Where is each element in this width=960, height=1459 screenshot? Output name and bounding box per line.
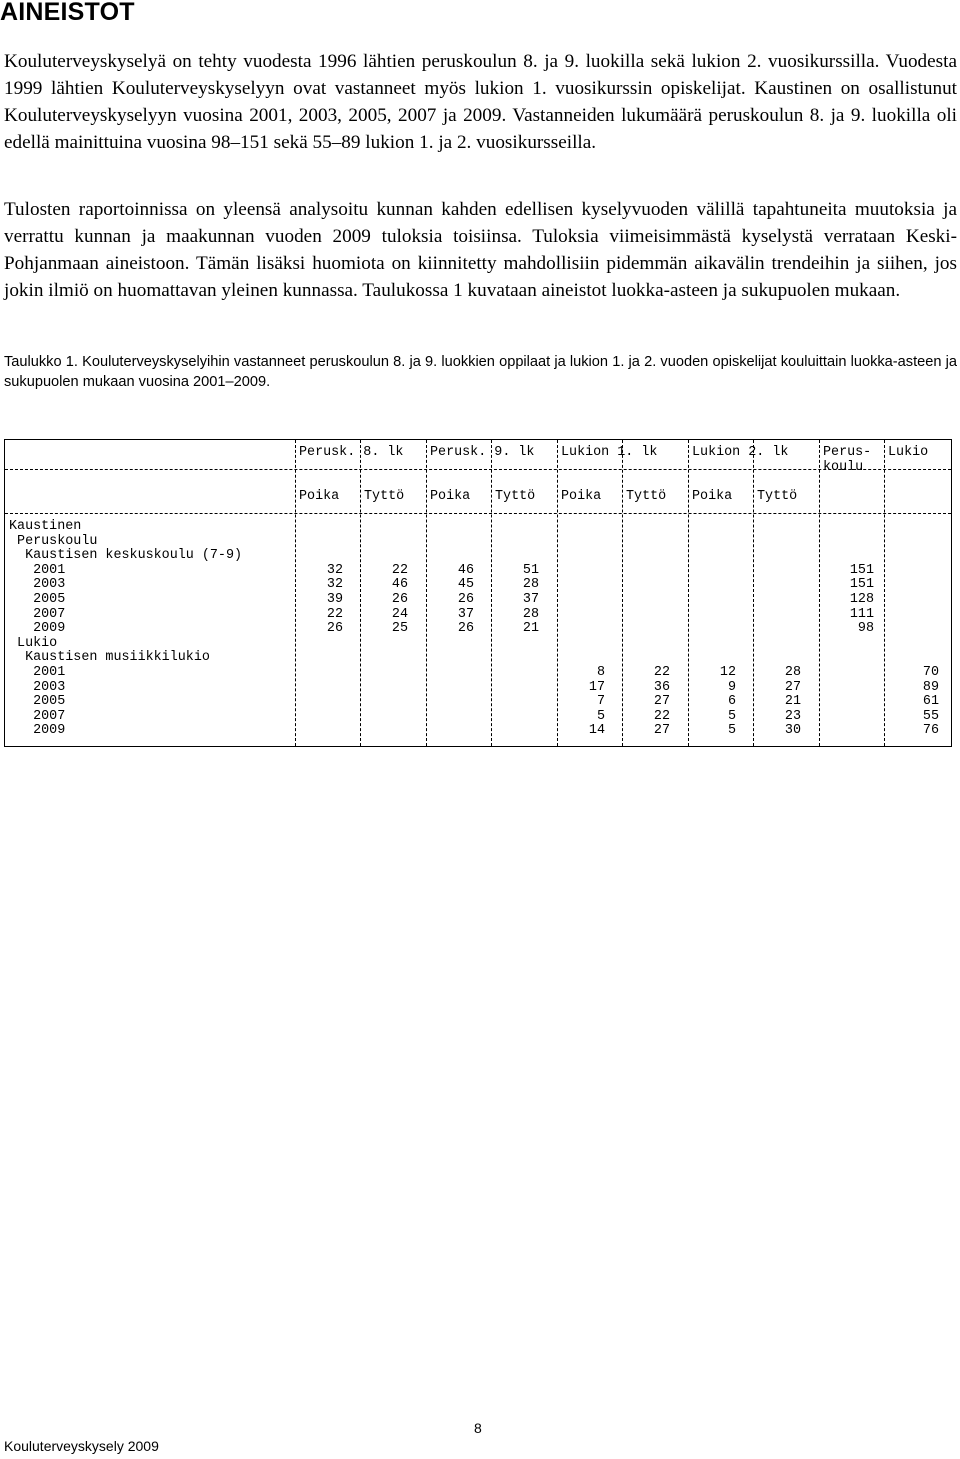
table-cell: 89 — [922, 679, 939, 695]
table-row-label: Kaustisen keskuskoulu (7-9) — [9, 548, 243, 564]
table-cell: 21 — [522, 621, 539, 637]
table-cell: 27 — [784, 679, 801, 695]
table-row-label: Peruskoulu — [9, 533, 98, 549]
table-cell: 26 — [457, 592, 474, 607]
table-cell: 5 — [596, 708, 605, 724]
table-cell: 5 — [727, 708, 736, 724]
table-cell: 8 — [596, 665, 605, 680]
table-cell: 46 — [391, 577, 408, 593]
table-cell: 9 — [727, 679, 736, 695]
table-row-label: Kaustisen musiikkilukio — [9, 650, 210, 666]
reporting-paragraph: Tulosten raportoinnissa on yleensä analysoitu kunnan kahden edellisen kyselyvuoden välillä tapahtuneita muutoksia ja verrattu kunnan ja maakunnan vuoden 2009 tuloksia toisiinsa. Tuloksia viimeisimmästä kyselystä verrataan Keski-Pohjanmaan aineistoon. Tämän lisäksi huomiota on kiinnitetty mahdollisiin pidemmän aikavälin trendeihin ja siihen, jos jokin ilmiö on huomattavan yleinen kunnassa. Taulukossa 1 kuvataan aineistot luokka-asteen ja sukupuolen mukaan. — [4, 199, 957, 301]
table-cell: 14 — [588, 723, 605, 739]
table-cell: 98 — [857, 621, 874, 637]
page-heading: AINEISTOT — [0, 0, 135, 26]
table-cell: 111 — [849, 606, 874, 622]
table-cell: 55 — [922, 708, 939, 724]
table-cell: 32 — [326, 577, 343, 593]
table-sub-header: Poika — [430, 489, 471, 504]
table-cell: 24 — [391, 606, 408, 622]
table-cell: 46 — [457, 562, 474, 578]
table-row-label: 2005 — [9, 592, 66, 607]
table-sub-header: Tyttö — [495, 489, 536, 504]
table-caption: Taulukko 1. Kouluterveyskyselyihin vastanneet peruskoulun 8. ja 9. luokkien oppilaat ja lukion 1. ja 2. vuoden opiskelijat kouluittain luokka-asteen ja sukupuolen mukaan vuosina 2001–2009. — [4, 354, 957, 390]
table-sub-header: Poika — [561, 489, 602, 504]
table-row-label: 2007 — [9, 606, 66, 622]
table-cell: 23 — [784, 708, 801, 724]
table-cell: 22 — [391, 562, 408, 578]
table-sub-header: Poika — [299, 489, 340, 504]
table-cell: 7 — [596, 694, 605, 710]
intro-paragraph: Kouluterveyskyselyä on tehty vuodesta 1996 lähtien peruskoulun 8. ja 9. luokilla sekä lukion 2. vuosikurssilla. Vuodesta 1999 lähtien Kouluterveyskyselyyn ovat vastanneet myös lukion 1. vuosikurssin opiskelijat. Kaustinen on osallistunut Kouluterveyskyselyyn vuosina 2001, 2003, 2005, 2007 ja 2009. Vastanneiden lukumäärä peruskoulun 8. ja 9. luokilla oli edellä mainittuina vuosina 98–151 sekä 55–89 lukion 1. ja 2. vuosikursseilla. — [4, 51, 957, 153]
table-row-label: Lukio — [9, 635, 58, 651]
table-row-label: 2003 — [9, 679, 66, 695]
table-cell: 17 — [588, 679, 605, 695]
table-cell: 128 — [849, 592, 874, 607]
table-cell: 37 — [522, 592, 539, 607]
table-cell: 151 — [849, 577, 874, 593]
table-cell: 22 — [653, 708, 670, 724]
table-row-label: 2001 — [9, 665, 66, 680]
table-sub-header: Tyttö — [757, 489, 798, 504]
table-row-label: 2005 — [9, 694, 66, 710]
table-group-header: Lukion 1. lk — [561, 445, 658, 460]
page-number: 8 — [474, 1420, 482, 1436]
table-cell: 39 — [326, 592, 343, 607]
table-cell: 27 — [653, 694, 670, 710]
table-row-label: 2003 — [9, 577, 66, 593]
table-cell: 26 — [326, 621, 343, 637]
table-row-label: 2009 — [9, 621, 66, 637]
table-cell: 151 — [849, 562, 874, 578]
table-group-header: Perusk. 9. lk — [430, 445, 535, 460]
table-cell: 22 — [653, 665, 670, 680]
table-cell: 28 — [522, 606, 539, 622]
table-cell: 28 — [522, 577, 539, 593]
table-sub-header: Poika — [692, 489, 733, 504]
table-cell: 28 — [784, 665, 801, 680]
table-cell: 26 — [457, 621, 474, 637]
table-cell: 22 — [326, 606, 343, 622]
table-group-header: Lukion 2. lk — [692, 445, 789, 460]
table-cell: 37 — [457, 606, 474, 622]
table-row-label: Kaustinen — [9, 519, 82, 534]
table-cell: 76 — [922, 723, 939, 739]
table-group-header: Perus- koulu — [823, 445, 872, 475]
table-sub-header: Tyttö — [626, 489, 667, 504]
table-group-header: Lukio — [888, 445, 929, 460]
table-cell: 27 — [653, 723, 670, 739]
table-cell: 25 — [391, 621, 408, 637]
table-cell: 21 — [784, 694, 801, 710]
footer-title: Kouluterveyskysely 2009 — [4, 1438, 159, 1454]
table-row-label: 2007 — [9, 708, 66, 724]
table-cell: 70 — [922, 665, 939, 680]
table-cell: 32 — [326, 562, 343, 578]
table-cell: 5 — [727, 723, 736, 739]
table-sub-header: Tyttö — [364, 489, 405, 504]
table-cell: 51 — [522, 562, 539, 578]
table-group-header: Perusk. 8. lk — [299, 445, 404, 460]
table-cell: 12 — [719, 665, 736, 680]
respondents-table — [4, 439, 952, 747]
table-row-label: 2001 — [9, 562, 66, 578]
table-cell: 45 — [457, 577, 474, 593]
table-cell: 36 — [653, 679, 670, 695]
table-cell: 61 — [922, 694, 939, 710]
table-cell: 26 — [391, 592, 408, 607]
table-cell: 6 — [727, 694, 736, 710]
table-cell: 30 — [784, 723, 801, 739]
table-row-label: 2009 — [9, 723, 66, 739]
